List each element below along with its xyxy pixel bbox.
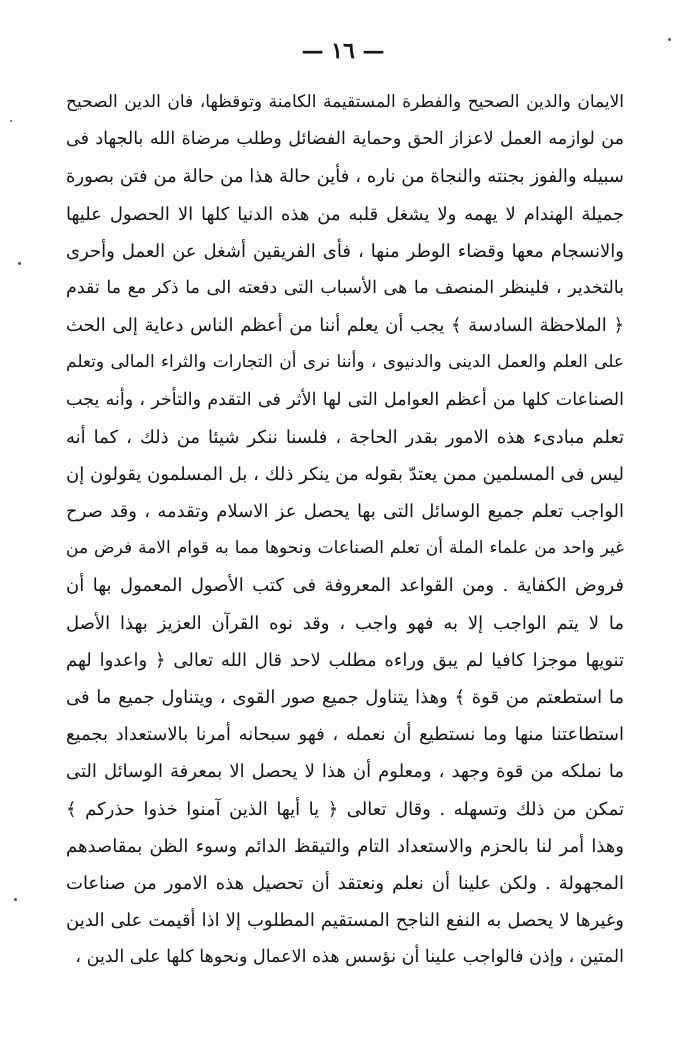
text-line: المجهولة . ولكن علينا أن نعلم ونعتقد أن تحصيل هذه الامور من صناعات xyxy=(66,872,624,894)
text-line: سبيله والفوز بجنته والنجاة من ناره ، فأين حالة هذا من حالة من فتن بصورة xyxy=(66,166,624,188)
text-line: على العلم والعمل الدينى والدنيوى ، وأننا نرى أن التجارات والثراء المالى وتعلم xyxy=(66,352,624,373)
text-line: ليس فى المسلمين ممن يعتدّ بقوله من ينكر ذلك ، بل المسلمون يقولون إن xyxy=(66,463,624,485)
text-line: الايمان والدين الصحيح والفطرة المستقيمة الكامنة وتوقظها، فان الدين الصحيح xyxy=(66,92,624,112)
text-line: تعلم مبادىء هذه الامور بقدر الحاجة ، فلسنا ننكر شيئا من ذلك ، كما أنه xyxy=(66,426,624,448)
text-line: تمكن من ذلك وتسهله . وقال تعالى ﴿ يا أيها الذين آمنوا خذوا حذركم ﴾ xyxy=(66,798,624,820)
text-line: من لوازمه العمل لاعزاز الحق وحماية الفضائل وطلب مرضاة الله بالجهاد فى xyxy=(66,129,624,150)
text-line: الصناعات كلها من أعظم العوامل التى لها الأثر فى التقدم والتأخر ، وأنه يجب xyxy=(66,389,624,410)
page-number: — ١٦ — xyxy=(301,38,385,64)
text-line: وغيرها لا يحصل به النفع الناجح المستقيم المطلوب إلا اذا أقيمت على الدين xyxy=(66,910,624,932)
scan-speck xyxy=(18,262,21,265)
text-line: بالتخدير ، فلينظر المنصف ما هى الأسباب التى دفعته الى ما ذكر مع ما تقدم xyxy=(66,277,624,298)
text-line: ما نملكه من قوة وجهد ، ومعلوم أن هذا لا يحصل الا بمعرفة الوسائل التى xyxy=(66,761,624,783)
text-line: المتين ، وإذن فالواجب علينا أن نؤسس هذه الاعمال ونحوها كلها على الدين ، xyxy=(75,947,624,968)
text-line: الواجب تعلم جميع الوسائل التى بها يحصل عز الاسلام وتقدمه ، وقد صرح xyxy=(66,501,624,523)
text-line: تنويها موجزا كافيا لم يبق وراءه مطلب لاحد قال الله تعالى ﴿ واعدوا لهم xyxy=(66,649,624,671)
text-line: ما استطعتم من قوة ﴾ وهذا يتناول جميع صور القوى ، ويتناول جميع ما فى xyxy=(66,687,624,708)
scan-speck xyxy=(10,120,12,122)
text-line: استطاعتنا منها وما نستطيع أن نعمله ، فهو سبحانه أمرنا بالاستعداد بجميع xyxy=(66,724,624,746)
text-line: غير واحد من علماء الملة أن تعلم الصناعات ونحوها مما به قوام الامة فرض من xyxy=(66,538,624,559)
text-line: ﴿ الملاحظة السادسة ﴾ يجب أن يعلم أننا من أعظم الناس دعاية إلى الحث xyxy=(66,315,624,337)
text-line: ما لا يتم الواجب إلا به فهو واجب ، وقد نوه القرآن العزيز بهذا الأصل xyxy=(66,612,624,634)
text-line: فروض الكفاية . ومن القواعد المعروفة فى كتب الأصول المعمول بها أن xyxy=(66,575,624,597)
scan-speck xyxy=(668,38,671,41)
body-text xyxy=(66,84,624,977)
text-line: وهذا أمر لنا بالحزم والاستعداد التام والتيقظ الدائم وسوء الظن بمقاصدهم xyxy=(66,835,624,857)
text-line: والانسجام معها وقضاء الوطر منها ، فأى الفريقين أشغل عن العمل وأحرى xyxy=(66,240,624,262)
scan-speck xyxy=(14,898,17,901)
text-line: جميلة الهندام لا يهمه ولا يشغل قلبه من هذه الدنيا كلها الا الحصول عليها xyxy=(66,203,624,225)
